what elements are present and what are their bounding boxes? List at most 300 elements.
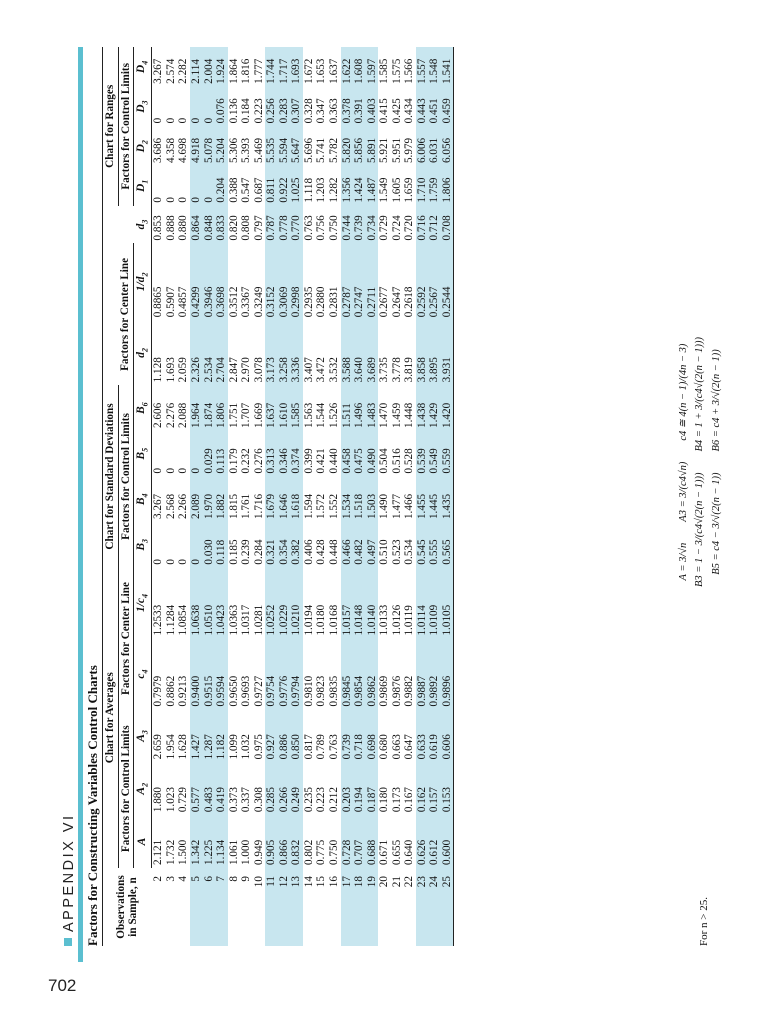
factor-cell: 1.282 [328, 177, 340, 203]
factor-cell: 1.761 [240, 493, 253, 520]
factor-cell: 0.4857 [177, 286, 190, 318]
factor-cell: 0.833 [215, 206, 228, 244]
factor-cell: 0.9650 [227, 675, 240, 707]
factor-cell: 0.378 [341, 87, 354, 127]
factor-cell: 0.528 [403, 448, 416, 474]
factor-cell: 0.029 [203, 431, 216, 477]
factor-cell: 0.619 [428, 709, 441, 762]
factor-cell: 1.864 [227, 58, 240, 84]
factor-cell: 0.307 [290, 87, 303, 127]
page-number: 702 [48, 976, 77, 995]
factor-cell: 3.258 [278, 320, 291, 385]
table-row [265, 47, 278, 946]
factor-cell: 0.739 [341, 709, 354, 762]
factor-cell: 0.276 [252, 448, 265, 474]
factor-cell: 0.547 [240, 177, 253, 203]
factor-cell: 0.763 [302, 215, 315, 241]
factor-cell: 1.0210 [290, 568, 303, 639]
factor-cell: 4.918 [190, 126, 203, 166]
factor-cell: 1.356 [341, 166, 354, 206]
factor-cell: 1.203 [315, 177, 328, 203]
factor-cell: 1.541 [441, 47, 454, 87]
table-row [240, 47, 253, 946]
factor-cell: 0.3249 [252, 286, 265, 318]
sample-size-cell: 19 [366, 868, 379, 946]
factor-cell: 1.628 [177, 734, 190, 760]
sample-size-cell: 15 [315, 876, 328, 888]
factor-cell: 0.5907 [164, 286, 177, 318]
factor-cell: 1.061 [227, 839, 240, 865]
factor-cell: 2.659 [152, 734, 165, 760]
column-header: $B_6$ [134, 385, 152, 431]
factor-cell: 0.797 [252, 215, 265, 241]
factor-cell: 0.3069 [278, 243, 291, 320]
table-row [353, 47, 366, 946]
factor-cell: 0.927 [265, 709, 278, 762]
table-row [303, 47, 316, 946]
factor-cell: 1.427 [190, 709, 203, 762]
factor-cell: 5.820 [341, 126, 354, 166]
factor-cell: 1.435 [441, 477, 454, 523]
column-header: $A_2$ [134, 762, 152, 815]
factor-cell: 1.0317 [240, 604, 253, 636]
factor-cell: 0.354 [278, 522, 291, 568]
factor-cell: 0.775 [315, 839, 328, 865]
factor-cell: 0 [164, 467, 177, 474]
factor-cell: 1.0854 [177, 604, 190, 636]
factor-cell: 0 [177, 558, 190, 565]
factor-cell: 0.204 [215, 166, 228, 206]
factor-cell: 1.882 [215, 477, 228, 523]
table-row [215, 47, 228, 946]
factor-cell: 5.594 [278, 126, 291, 166]
factor-cell: 0.9213 [177, 675, 190, 707]
factor-cell: 1.806 [441, 166, 454, 206]
table-row [152, 47, 165, 946]
factor-cell: 1.610 [278, 385, 291, 431]
factor-cell: 3.819 [403, 357, 416, 383]
factor-cell: 1.0638 [190, 568, 203, 639]
factor-cell: 0.440 [328, 448, 340, 474]
factor-cell: 0.866 [278, 815, 291, 868]
factor-cell: 0.076 [215, 87, 228, 127]
factor-cell: 0.363 [328, 98, 340, 124]
factor-cell: 2.059 [177, 357, 190, 383]
factor-cell: 0 [152, 117, 165, 124]
factor-cell: 1.225 [203, 815, 216, 868]
factor-cell: 1.806 [215, 385, 228, 431]
sample-size-cell: 25 [441, 868, 454, 946]
rotated-table-page [58, 47, 748, 962]
factor-cell: 1.563 [302, 402, 315, 428]
factor-cell: 1.0423 [215, 568, 228, 639]
factor-cell: 0.9693 [240, 675, 253, 707]
factor-cell: 1.0119 [403, 605, 416, 636]
factor-cell: 1.455 [416, 477, 429, 523]
factor-cell: 1.693 [164, 357, 177, 383]
factor-cell: 0.459 [441, 87, 454, 127]
factor-cell: 0.708 [441, 206, 454, 244]
factor-cell: 2.534 [203, 320, 216, 385]
factor-cell: 0.802 [302, 839, 315, 865]
factor-cell: 0.466 [341, 522, 354, 568]
factor-cell: 1.618 [290, 477, 303, 523]
factor-cell: 0.421 [315, 448, 328, 474]
factor-cell: 1.0114 [416, 568, 429, 639]
factor-cell: 1.526 [328, 402, 340, 428]
factor-cell: 0.2544 [441, 243, 454, 320]
factor-cell: 0.2747 [353, 243, 366, 320]
factor-cell: 0.3512 [227, 286, 240, 318]
factor-cell: 0.9862 [366, 639, 379, 710]
factor-cell: 2.574 [164, 58, 177, 84]
factor-cell: 1.548 [428, 47, 441, 87]
factor-cell: 0.328 [302, 98, 315, 124]
factor-cell: 0.750 [328, 215, 340, 241]
column-header: $d_3$ [134, 206, 152, 244]
factor-cell: 3.267 [152, 58, 165, 84]
formula-line-1: A = 3/√n A3 = 3/(c4√n) c4 ≅ 4(n − 1)/(4n − 3) [678, 343, 689, 581]
factor-cell: 0.451 [428, 87, 441, 127]
factor-cell: 0.153 [441, 762, 454, 815]
factor-cell: 1.1284 [164, 604, 177, 636]
factor-cell: 1.0168 [328, 604, 340, 636]
factor-cell: 1.751 [227, 402, 240, 428]
factor-cell: 0.308 [252, 787, 265, 813]
factor-cell: 1.970 [203, 477, 216, 523]
factor-cell: 0.382 [290, 522, 303, 568]
column-header: $D_3$ [134, 87, 152, 127]
factor-cell: 0.744 [341, 206, 354, 244]
sample-size-cell: 18 [353, 868, 366, 946]
factor-cell: 0.2592 [416, 243, 429, 320]
factor-cell: 0.949 [252, 839, 265, 865]
factor-cell: 0.374 [290, 431, 303, 477]
factor-cell: 1.759 [428, 166, 441, 206]
table-row [177, 47, 190, 946]
factor-cell: 1.0510 [203, 568, 216, 639]
factor-cell: 1.566 [403, 58, 416, 84]
factor-cell: 0.284 [252, 539, 265, 565]
factor-cell: 1.716 [252, 493, 265, 520]
factor-cell: 1.585 [378, 58, 391, 84]
factor-cell: 0.185 [227, 539, 240, 565]
factor-cell: 1.964 [190, 385, 203, 431]
factor-cell: 0.373 [227, 787, 240, 813]
column-header: $D_2$ [134, 126, 152, 166]
factor-cell: 0.811 [265, 166, 278, 206]
factor-cell: 1.710 [416, 166, 429, 206]
factor-cell: 0 [190, 522, 203, 568]
sd-center-line-header: Factors for Center Line [118, 243, 134, 385]
factor-cell: 0.203 [341, 762, 354, 815]
factor-cell: 0.905 [265, 815, 278, 868]
table-row [190, 47, 203, 946]
factor-cell: 0.415 [378, 98, 391, 124]
factor-cell: 1.693 [290, 47, 303, 87]
factor-cell: 0.3698 [215, 243, 228, 320]
factor-cell: 1.597 [366, 47, 379, 87]
sd-control-limits-header: Factors for Control Limits [118, 385, 134, 567]
factor-cell: 3.895 [428, 320, 441, 385]
factor-cell: 1.496 [353, 385, 366, 431]
control-chart-factors-table [102, 47, 454, 946]
factor-cell: 0.9794 [290, 639, 303, 710]
factor-cell: 1.637 [265, 385, 278, 431]
factor-cell: 0.789 [315, 734, 328, 760]
factor-cell: 0.734 [366, 206, 379, 244]
factor-cell: 0.647 [403, 734, 416, 760]
table-row [416, 47, 429, 946]
factor-cell: 1.0148 [353, 568, 366, 639]
factor-cell: 0.655 [390, 839, 403, 865]
column-header: $B_5$ [134, 431, 152, 477]
factor-cell: 0 [203, 166, 216, 206]
factor-cell: 2.326 [190, 320, 203, 385]
factor-cell: 0.136 [227, 98, 240, 124]
averages-header: Chart for Averages [103, 568, 119, 868]
sample-size-cell: 13 [290, 868, 303, 946]
factor-cell: 0 [190, 166, 203, 206]
factor-cell: 1.732 [164, 839, 177, 865]
factor-cell: 0.3152 [265, 243, 278, 320]
factor-cell: 0.2935 [302, 286, 315, 318]
accent-rule [78, 47, 83, 962]
factor-cell: 1.777 [252, 58, 265, 84]
range-control-limits-header: Factors for Control Limits [118, 47, 134, 206]
factor-cell: 1.0140 [366, 568, 379, 639]
factor-cell: 5.741 [315, 137, 328, 164]
factor-cell: 2.704 [215, 320, 228, 385]
factor-cell: 0.698 [366, 709, 379, 762]
factor-cell: 0.606 [441, 709, 454, 762]
factor-cell: 1.420 [441, 385, 454, 431]
factor-cell: 0.787 [265, 206, 278, 244]
factor-cell: 1.707 [240, 402, 253, 428]
factor-cell: 1.659 [403, 177, 416, 203]
factor-cell: 1.594 [302, 493, 315, 520]
factor-cell: 2.121 [152, 839, 165, 865]
factor-cell: 2.088 [177, 402, 190, 428]
factor-cell: 3.735 [378, 357, 391, 383]
factor-cell: 1.637 [328, 58, 340, 84]
factor-cell: 1.0229 [278, 568, 291, 639]
factor-cell: 1.025 [290, 166, 303, 206]
factor-cell: 0.157 [428, 762, 441, 815]
factor-cell: 1.000 [240, 839, 253, 865]
factor-cell: 0 [190, 431, 203, 477]
factor-cell: 1.880 [152, 787, 165, 813]
factor-cell: 0.9727 [252, 675, 265, 707]
factor-cell: 0.113 [215, 431, 228, 477]
factor-cell: 0.180 [378, 787, 391, 813]
factor-cell: 1.023 [164, 787, 177, 813]
factor-cell: 0.425 [390, 98, 403, 124]
table-row [403, 47, 416, 946]
factor-cell: 1.511 [341, 385, 354, 431]
factor-cell: 2.276 [164, 402, 177, 428]
factor-cell: 1.518 [353, 477, 366, 523]
factor-cell: 1.0194 [302, 604, 315, 636]
column-header: $D_1$ [134, 166, 152, 206]
factor-cell: 3.532 [328, 357, 340, 383]
factor-cell: 0.458 [341, 431, 354, 477]
factor-cell: 0.9754 [265, 639, 278, 710]
factor-cell: 4.358 [164, 137, 177, 164]
factor-cell: 0.483 [203, 762, 216, 815]
factor-cell: 1.608 [353, 47, 366, 87]
factor-cell: 0.2880 [315, 286, 328, 318]
factor-cell: 1.2533 [152, 604, 165, 636]
factor-cell: 0.707 [353, 815, 366, 868]
factor-cell: 1.744 [265, 47, 278, 87]
factor-cell: 0.739 [353, 206, 366, 244]
factor-cell: 1.646 [278, 477, 291, 523]
factor-cell: 0.808 [240, 215, 253, 241]
factor-cell: 1.0105 [441, 568, 454, 639]
sample-size-cell: 9 [240, 876, 253, 882]
sample-size-cell: 23 [416, 868, 429, 946]
factor-cell: 3.858 [416, 320, 429, 385]
factor-cell: 0 [177, 467, 190, 474]
factor-cell: 0.9400 [190, 639, 203, 710]
factor-cell: 0.9882 [403, 675, 416, 707]
formula-line-3: B5 = c4 − 3/√(2(n − 1)) B6 = c4 + 3/√(2(n − 1)) [710, 349, 722, 575]
square-bullet-icon [64, 938, 72, 946]
factor-cell: 5.078 [203, 126, 216, 166]
factor-cell: 0.212 [328, 787, 340, 813]
factor-cell: 0.399 [302, 448, 315, 474]
factor-cell: 1.438 [416, 385, 429, 431]
factor-cell: 2.606 [152, 402, 165, 428]
factor-cell: 0.9594 [215, 639, 228, 710]
factor-cell: 0.9845 [341, 639, 354, 710]
factor-cell: 1.557 [416, 47, 429, 87]
factor-cell: 0.9823 [315, 675, 328, 707]
factor-cell: 1.477 [390, 493, 403, 520]
factor-cell: 0.680 [378, 734, 391, 760]
sample-size-cell: 21 [390, 876, 403, 888]
factor-cell: 0.832 [290, 815, 303, 868]
factor-cell: 1.490 [378, 493, 391, 520]
factor-cell: 0.4299 [190, 243, 203, 320]
factor-cell: 0.9869 [378, 675, 391, 707]
sample-size-cell: 24 [428, 868, 441, 946]
factor-cell: 1.032 [240, 734, 253, 760]
factor-cell: 0.633 [416, 709, 429, 762]
factor-cell: 0 [152, 467, 165, 474]
factor-cell: 1.544 [315, 402, 328, 428]
factor-cell: 0.2618 [403, 286, 416, 318]
factor-cell: 0.9835 [328, 675, 340, 707]
factor-cell: 5.782 [328, 137, 340, 164]
sample-size-cell: 17 [341, 868, 354, 946]
factor-cell: 0.510 [378, 539, 391, 565]
table-row [165, 47, 178, 946]
factor-cell: 0.256 [265, 87, 278, 127]
factor-cell: 0.428 [315, 539, 328, 565]
std-dev-header: Chart for Standard Deviations [103, 385, 119, 567]
factor-cell: 5.951 [390, 137, 403, 164]
factor-cell: 1.0252 [265, 568, 278, 639]
factor-cell: 0.448 [328, 539, 340, 565]
factor-cell: 1.466 [403, 493, 416, 520]
table-row [428, 47, 441, 946]
factor-cell: 5.393 [240, 137, 253, 164]
factor-cell: 0.391 [353, 87, 366, 127]
factor-cell: 0.406 [302, 539, 315, 565]
factor-cell: 0.162 [416, 762, 429, 815]
factor-cell: 0.9515 [203, 639, 216, 710]
factor-cell: 0.9892 [428, 639, 441, 710]
factor-cell: 0.239 [240, 539, 253, 565]
factor-cell: 2.114 [190, 47, 203, 87]
factor-cell: 0.388 [227, 177, 240, 203]
factor-cell: 0.640 [403, 839, 416, 865]
factor-cell: 0.687 [252, 177, 265, 203]
factor-cell: 2.970 [240, 357, 253, 383]
factor-cell: 1.0281 [252, 604, 265, 636]
factor-cell: 0.718 [353, 709, 366, 762]
factor-cell: 0.3367 [240, 286, 253, 318]
factor-cell: 1.459 [390, 402, 403, 428]
sample-size-cell: 14 [302, 876, 315, 888]
factor-cell: 4.698 [177, 137, 190, 164]
factor-cell: 0.8865 [152, 286, 165, 318]
factor-cell: 0.490 [366, 431, 379, 477]
sample-size-cell: 8 [227, 876, 240, 882]
footnote: For n > 25. [698, 897, 710, 946]
factor-cell: 1.0180 [315, 604, 328, 636]
factor-cell: 0.235 [302, 787, 315, 813]
table-title: Factors for Constructing Variables Control Charts [85, 665, 100, 946]
factor-cell: 0.194 [353, 762, 366, 815]
factor-cell: 1.182 [215, 709, 228, 762]
factor-cell: 1.470 [378, 402, 391, 428]
factor-cell: 0.516 [390, 448, 403, 474]
factor-cell: 0.922 [278, 166, 291, 206]
factor-cell: 0.7979 [152, 675, 165, 707]
factor-cell: 0.539 [416, 431, 429, 477]
factor-cell: 1.342 [190, 815, 203, 868]
factor-cell: 0.565 [441, 522, 454, 568]
factor-cell: 3.407 [302, 357, 315, 383]
factor-cell: 1.445 [428, 477, 441, 523]
factor-cell: 0 [203, 87, 216, 127]
factor-cell: 3.686 [152, 137, 165, 164]
avg-center-line-header: Factors for Center Line [118, 568, 134, 710]
factor-cell: 3.931 [441, 320, 454, 385]
factor-cell: 1.483 [366, 385, 379, 431]
factor-cell: 0.9776 [278, 639, 291, 710]
sample-size-cell: 20 [378, 876, 391, 888]
factor-cell: 1.0363 [227, 604, 240, 636]
factor-cell: 3.689 [366, 320, 379, 385]
factor-cell: 1.0157 [341, 568, 354, 639]
factor-cell: 0.8862 [164, 675, 177, 707]
factor-cell: 0 [177, 117, 190, 124]
factor-cell: 0.283 [278, 87, 291, 127]
column-header: $1/c_4$ [134, 568, 152, 639]
factor-cell: 0.403 [366, 87, 379, 127]
factor-cell: 0.534 [403, 539, 416, 565]
factor-cell: 0.434 [403, 98, 416, 124]
factor-cell: 5.306 [227, 137, 240, 164]
factor-cell: 0.184 [240, 98, 253, 124]
factor-cell: 2.282 [177, 58, 190, 84]
factor-cell: 2.004 [203, 47, 216, 87]
factor-cell: 0.716 [416, 206, 429, 244]
